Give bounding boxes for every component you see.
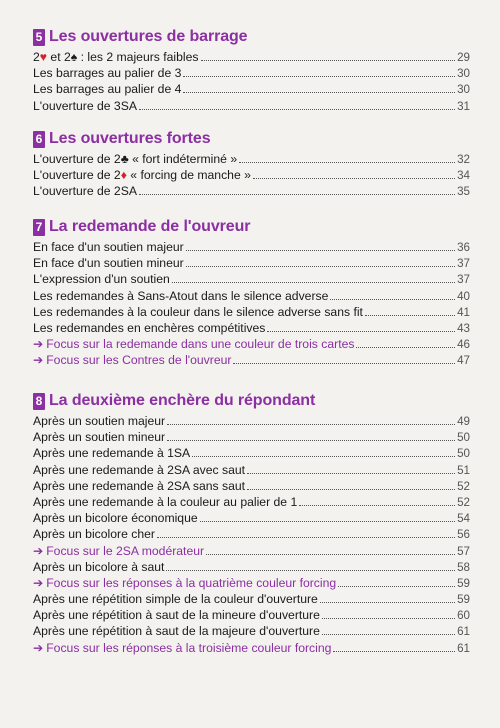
focus-entry[interactable] xyxy=(33,353,470,369)
section-title: Les ouvertures de barrage xyxy=(49,28,248,45)
page-number: 59 xyxy=(457,576,470,590)
entry-title: Après un bicolore économique xyxy=(33,511,198,526)
page-number: 41 xyxy=(457,305,470,319)
toc-entry[interactable] xyxy=(33,168,470,184)
page-number: 37 xyxy=(457,273,470,287)
dot-leader xyxy=(333,650,455,652)
entry-title: L'expression d'un soutien xyxy=(33,272,170,287)
dot-leader xyxy=(167,423,455,425)
toc-entry[interactable] xyxy=(33,240,470,256)
dot-leader xyxy=(167,439,455,441)
heart-icon: ♥ xyxy=(39,50,48,64)
dot-leader xyxy=(338,585,455,587)
page-number: 32 xyxy=(457,153,470,166)
page-number: 59 xyxy=(457,593,470,607)
page-number: 49 xyxy=(457,415,470,428)
dot-leader xyxy=(239,161,455,163)
entry-title: L'ouverture de 3SA xyxy=(33,98,137,113)
page-number: 50 xyxy=(457,447,470,461)
dot-leader xyxy=(299,504,455,506)
entry-title: ➔ Focus sur les réponses à la quatrième couleur forcing xyxy=(33,575,337,590)
dot-leader xyxy=(247,472,455,474)
page-number: 58 xyxy=(457,560,470,574)
dot-leader xyxy=(139,193,455,195)
focus-entry[interactable] xyxy=(33,576,470,592)
toc-entry[interactable] xyxy=(33,430,470,446)
toc-entry[interactable] xyxy=(33,495,470,511)
dot-leader xyxy=(192,455,455,457)
page-number: 47 xyxy=(457,354,470,368)
section-header xyxy=(33,216,470,238)
dot-leader xyxy=(253,177,455,179)
section-title: Les ouvertures fortes xyxy=(49,130,211,147)
dot-leader xyxy=(139,108,455,110)
page-number: 56 xyxy=(457,528,470,542)
entry-title: Après une répétition à saut de la majeure d'ouverture xyxy=(33,624,320,639)
section-number: 6 xyxy=(33,131,45,148)
toc-entry[interactable] xyxy=(33,82,470,98)
dot-leader xyxy=(172,281,455,283)
toc-entry[interactable] xyxy=(33,152,470,168)
page-number: 52 xyxy=(457,495,470,509)
toc-entry[interactable] xyxy=(33,511,470,527)
section-title: La deuxième enchère du répondant xyxy=(49,392,316,409)
dot-leader xyxy=(267,330,455,332)
toc-entry[interactable] xyxy=(33,560,470,576)
section-8 xyxy=(33,390,470,657)
entry-title: En face d'un soutien majeur xyxy=(33,240,184,254)
dot-leader xyxy=(183,75,455,77)
page-number: 34 xyxy=(457,169,470,183)
entry-title: ➔ Focus sur la redemande dans une couleur de trois cartes xyxy=(33,337,355,352)
entry-title: Après un soutien majeur xyxy=(33,414,166,428)
toc-entry[interactable] xyxy=(33,66,470,82)
entry-title: En face d'un soutien mineur xyxy=(33,256,184,271)
entry-title: Les redemandes à Sans-Atout dans le silence adverse xyxy=(33,288,329,303)
toc-entry[interactable] xyxy=(33,608,470,624)
section-header xyxy=(33,26,470,48)
entry-title: ➔ Focus sur le 2SA modérateur xyxy=(33,543,205,558)
dot-leader xyxy=(200,520,455,522)
entry-title: ➔ Focus sur les réponses à la troisième couleur forcing xyxy=(33,640,332,655)
page-number: 36 xyxy=(457,241,470,254)
toc-entry[interactable] xyxy=(33,99,470,115)
dot-leader xyxy=(201,59,456,61)
toc-entry[interactable] xyxy=(33,272,470,288)
arrow-right-icon: ➔ xyxy=(33,543,44,558)
page-number: 37 xyxy=(457,257,470,271)
page-number: 30 xyxy=(457,67,470,81)
page-number: 57 xyxy=(457,544,470,558)
toc-entry[interactable] xyxy=(33,446,470,462)
entry-title: Les redemandes à la couleur dans le silence adverse sans fit xyxy=(33,304,363,319)
dot-leader xyxy=(365,314,455,316)
section-title: La redemande de l'ouvreur xyxy=(49,218,251,235)
diamond-icon: ♦ xyxy=(120,168,127,183)
section-number: 8 xyxy=(33,393,45,410)
toc-entry[interactable] xyxy=(33,256,470,272)
section-5 xyxy=(33,26,470,115)
dot-leader xyxy=(322,617,455,619)
section-7 xyxy=(33,216,470,370)
entry-title: Après une redemande à 2SA sans saut xyxy=(33,478,246,493)
page-number: 61 xyxy=(457,641,470,655)
page-number: 31 xyxy=(457,99,470,113)
dot-leader xyxy=(186,265,455,267)
dot-leader xyxy=(157,536,455,538)
dot-leader xyxy=(206,553,455,555)
entry-title: Les barrages au palier de 3 xyxy=(33,66,182,81)
dot-leader xyxy=(166,569,455,571)
toc-entry[interactable] xyxy=(33,479,470,495)
dot-leader xyxy=(320,601,455,603)
page-number: 29 xyxy=(457,51,470,64)
toc-entry[interactable] xyxy=(33,50,470,66)
page-number: 46 xyxy=(457,338,470,352)
toc-entry[interactable] xyxy=(33,624,470,640)
club-icon: ♣ xyxy=(120,152,129,166)
page-number: 50 xyxy=(457,431,470,445)
spade-icon: ♠ xyxy=(70,50,78,64)
dot-leader xyxy=(330,298,455,300)
section-number: 5 xyxy=(33,29,45,46)
arrow-right-icon: ➔ xyxy=(33,575,44,590)
dot-leader xyxy=(247,488,455,490)
page-number: 30 xyxy=(457,83,470,97)
dot-leader xyxy=(356,346,455,348)
entry-title: L'ouverture de 2♦ « forcing de manche » xyxy=(33,168,251,183)
toc-entry[interactable] xyxy=(33,592,470,608)
dot-leader xyxy=(183,91,455,93)
focus-entry[interactable] xyxy=(33,337,470,353)
arrow-right-icon: ➔ xyxy=(33,640,44,655)
toc-entry[interactable] xyxy=(33,321,470,337)
page-number: 51 xyxy=(457,463,470,477)
focus-entry[interactable] xyxy=(33,641,470,657)
entry-title: Après une redemande à 1SA xyxy=(33,446,191,461)
section-header xyxy=(33,128,470,150)
entry-title: Après une répétition à saut de la mineure d'ouverture xyxy=(33,608,320,623)
entry-title: L'ouverture de 2♣ « fort indéterminé » xyxy=(33,152,238,166)
toc-entry[interactable] xyxy=(33,414,470,430)
page-number: 43 xyxy=(457,321,470,335)
toc-entry[interactable] xyxy=(33,463,470,479)
arrow-right-icon: ➔ xyxy=(33,337,44,352)
entry-title: 2♥ et 2♠ : les 2 majeurs faibles xyxy=(33,50,199,64)
entry-title: L'ouverture de 2SA xyxy=(33,184,137,199)
page-number: 54 xyxy=(457,512,470,526)
entry-title: Après un bicolore cher xyxy=(33,527,155,542)
entry-title: Les redemandes en enchères compétitives xyxy=(33,320,266,335)
toc-entry[interactable] xyxy=(33,305,470,321)
entry-title: Les barrages au palier de 4 xyxy=(33,82,182,97)
entry-title: Après un bicolore à saut xyxy=(33,559,165,574)
toc-entry[interactable] xyxy=(33,184,470,200)
section-number: 7 xyxy=(33,219,45,236)
page-number: 35 xyxy=(457,185,470,199)
entry-title: Après une répétition simple de la couleur d'ouverture xyxy=(33,592,318,607)
dot-leader xyxy=(186,249,455,251)
toc-entry[interactable] xyxy=(33,527,470,543)
entry-title: Après une redemande à la couleur au palier de 1 xyxy=(33,494,298,509)
page-number: 61 xyxy=(457,625,470,639)
entry-title: ➔ Focus sur les Contres de l'ouvreur xyxy=(33,353,232,368)
section-header xyxy=(33,390,470,412)
entry-title: Après un soutien mineur xyxy=(33,430,166,445)
focus-entry[interactable] xyxy=(33,544,470,560)
section-6 xyxy=(33,128,470,201)
dot-leader xyxy=(233,362,455,364)
page-number: 60 xyxy=(457,609,470,623)
page-number: 52 xyxy=(457,479,470,493)
toc-entry[interactable] xyxy=(33,289,470,305)
arrow-right-icon: ➔ xyxy=(33,353,44,368)
entry-title: Après une redemande à 2SA avec saut xyxy=(33,462,246,477)
page-number: 40 xyxy=(457,289,470,303)
dot-leader xyxy=(322,633,455,635)
